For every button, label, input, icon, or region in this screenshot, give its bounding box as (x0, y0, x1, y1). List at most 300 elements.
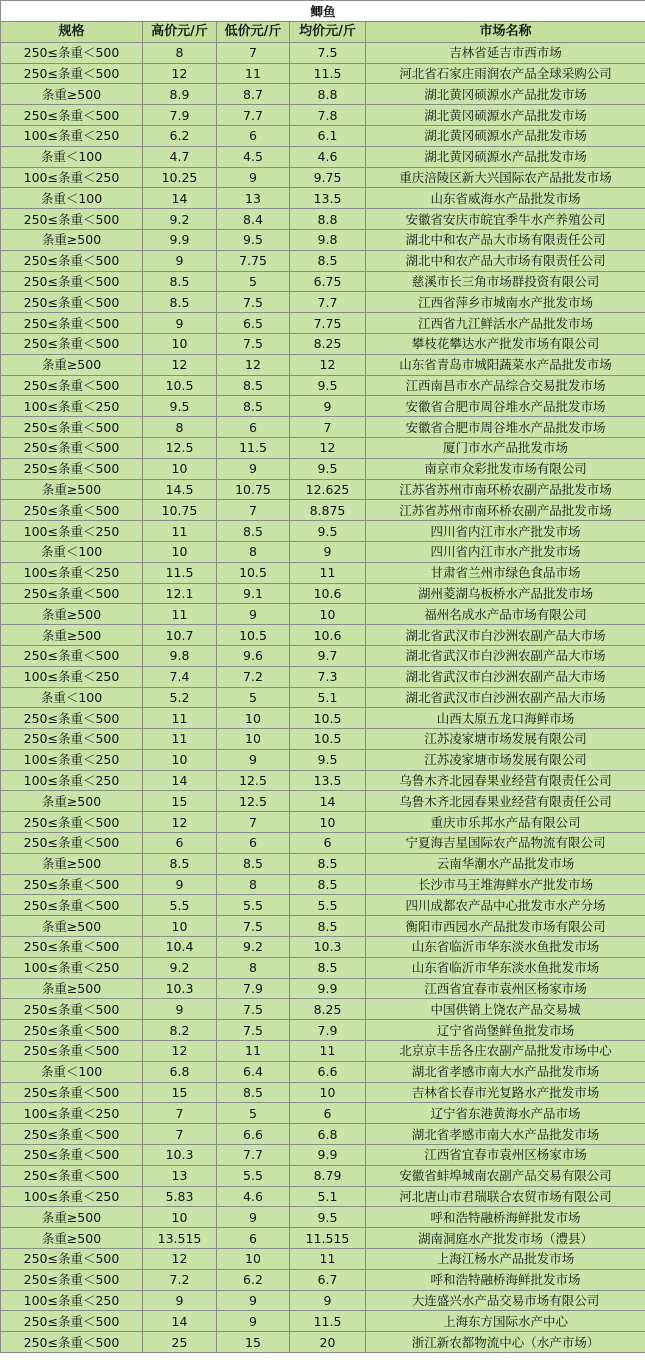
cell-avg-price: 5.1 (290, 687, 366, 708)
cell-market-name: 衡阳市西园水产品批发市场有限公司 (366, 916, 645, 937)
cell-market-name: 辽宁省东港黄海水产品市场 (366, 1103, 645, 1124)
header-high-price: 高价元/斤 (143, 22, 217, 43)
cell-market-name: 厦门市水产品批发市场 (366, 437, 645, 458)
table-body (1, 42, 645, 1352)
cell-low-price: 6 (217, 125, 290, 146)
cell-market-name: 湖北黄冈硕源水产品批发市场 (366, 125, 645, 146)
cell-low-price: 8.5 (217, 375, 290, 396)
cell-avg-price: 9 (290, 541, 366, 562)
cell-avg-price: 11.5 (290, 63, 366, 84)
cell-high-price: 8.2 (143, 1020, 217, 1041)
cell-spec: 条重≥500 (1, 354, 143, 375)
cell-high-price: 5.5 (143, 895, 217, 916)
cell-avg-price: 14 (290, 791, 366, 812)
table-row (1, 583, 645, 604)
table-row (1, 313, 645, 334)
table-row (1, 708, 645, 729)
cell-market-name: 慈溪市长三角市场群投资有限公司 (366, 271, 645, 292)
cell-high-price: 5.83 (143, 1186, 217, 1207)
cell-high-price: 8.5 (143, 853, 217, 874)
cell-market-name: 江苏省苏州市南环桥农副产品批发市场 (366, 500, 645, 521)
table-row (1, 541, 645, 562)
cell-low-price: 4.5 (217, 146, 290, 167)
cell-low-price: 6.4 (217, 1061, 290, 1082)
cell-spec: 250≤条重＜500 (1, 583, 143, 604)
cell-spec: 250≤条重＜500 (1, 333, 143, 354)
cell-spec: 250≤条重＜500 (1, 1082, 143, 1103)
cell-market-name: 重庆市乐邦水产品有限公司 (366, 812, 645, 833)
cell-avg-price: 9.5 (290, 521, 366, 542)
cell-market-name: 南京市众彩批发市场有限公司 (366, 458, 645, 479)
cell-avg-price: 20 (290, 1332, 366, 1353)
cell-market-name: 吉林省延吉市西市场 (366, 42, 645, 63)
cell-market-name: 湖州菱湖乌板桥水产品批发市场 (366, 583, 645, 604)
cell-high-price: 14 (143, 1311, 217, 1332)
cell-high-price: 9.5 (143, 396, 217, 417)
cell-market-name: 上海东方国际水产中心 (366, 1311, 645, 1332)
cell-low-price: 8.4 (217, 209, 290, 230)
cell-spec: 条重≥500 (1, 1228, 143, 1249)
table-row (1, 1290, 645, 1311)
cell-high-price: 11.5 (143, 562, 217, 583)
table-row (1, 687, 645, 708)
table-row (1, 521, 645, 542)
cell-spec: 条重＜100 (1, 146, 143, 167)
cell-high-price: 8.5 (143, 292, 217, 313)
cell-avg-price: 10.5 (290, 708, 366, 729)
cell-high-price: 13.515 (143, 1228, 217, 1249)
cell-low-price: 7.9 (217, 978, 290, 999)
cell-spec: 250≤条重＜500 (1, 437, 143, 458)
cell-high-price: 10 (143, 1207, 217, 1228)
cell-avg-price: 9.5 (290, 458, 366, 479)
cell-spec: 250≤条重＜500 (1, 271, 143, 292)
cell-market-name: 中国供销上饶农产品交易城 (366, 999, 645, 1020)
cell-high-price: 14.5 (143, 479, 217, 500)
cell-spec: 条重≥500 (1, 229, 143, 250)
cell-avg-price: 9.7 (290, 645, 366, 666)
cell-high-price: 10.3 (143, 1145, 217, 1166)
table-row (1, 229, 645, 250)
title-row (1, 1, 645, 22)
table-row (1, 1082, 645, 1103)
table-row (1, 812, 645, 833)
table-row (1, 42, 645, 63)
cell-market-name: 湖南洞庭水产批发市场（澧县） (366, 1228, 645, 1249)
cell-high-price: 8 (143, 42, 217, 63)
cell-avg-price: 11 (290, 1249, 366, 1270)
cell-spec: 100≤条重＜250 (1, 770, 143, 791)
table-row (1, 1103, 645, 1124)
table-row (1, 292, 645, 313)
cell-spec: 250≤条重＜500 (1, 313, 143, 334)
cell-market-name: 重庆涪陵区新大兴国际农产品批发市场 (366, 167, 645, 188)
cell-low-price: 8.7 (217, 84, 290, 105)
table-row (1, 749, 645, 770)
cell-low-price: 5 (217, 1103, 290, 1124)
cell-high-price: 6 (143, 833, 217, 854)
cell-high-price: 9 (143, 250, 217, 271)
cell-avg-price: 11.515 (290, 1228, 366, 1249)
cell-avg-price: 10 (290, 604, 366, 625)
cell-market-name: 呼和浩特融桥海鲜批发市场 (366, 1269, 645, 1290)
cell-market-name: 湖北省孝感市南大水产品批发市场 (366, 1124, 645, 1145)
cell-spec: 250≤条重＜500 (1, 375, 143, 396)
cell-market-name: 江西省九江鲜活水产品批发市场 (366, 313, 645, 334)
table-row (1, 63, 645, 84)
cell-avg-price: 8.25 (290, 999, 366, 1020)
table-row (1, 84, 645, 105)
cell-avg-price: 8.5 (290, 874, 366, 895)
cell-low-price: 8 (217, 874, 290, 895)
cell-spec: 250≤条重＜500 (1, 42, 143, 63)
table-row (1, 1207, 645, 1228)
cell-low-price: 6.5 (217, 313, 290, 334)
cell-avg-price: 6.6 (290, 1061, 366, 1082)
cell-market-name: 宁夏海吉星国际农产品物流有限公司 (366, 833, 645, 854)
cell-spec: 250≤条重＜500 (1, 1332, 143, 1353)
cell-low-price: 9 (217, 167, 290, 188)
cell-high-price: 12 (143, 1249, 217, 1270)
cell-low-price: 7.7 (217, 1145, 290, 1166)
cell-market-name: 吉林省长春市光复路水产批发市场 (366, 1082, 645, 1103)
cell-high-price: 6.2 (143, 125, 217, 146)
cell-spec: 250≤条重＜500 (1, 708, 143, 729)
cell-high-price: 10 (143, 916, 217, 937)
cell-avg-price: 7.7 (290, 292, 366, 313)
cell-avg-price: 8.25 (290, 333, 366, 354)
cell-high-price: 7 (143, 1103, 217, 1124)
table-row (1, 167, 645, 188)
cell-market-name: 四川省内江市水产批发市场 (366, 541, 645, 562)
cell-spec: 100≤条重＜250 (1, 1290, 143, 1311)
cell-low-price: 10 (217, 1249, 290, 1270)
header-avg-price: 均价元/斤 (290, 22, 366, 43)
table-row (1, 105, 645, 126)
cell-avg-price: 8.79 (290, 1165, 366, 1186)
table-row (1, 1269, 645, 1290)
cell-low-price: 8 (217, 957, 290, 978)
cell-low-price: 7 (217, 812, 290, 833)
cell-market-name: 湖北省武汉市白沙洲农副产品大市场 (366, 645, 645, 666)
table-row (1, 146, 645, 167)
cell-high-price: 12.1 (143, 583, 217, 604)
cell-market-name: 湖北黄冈硕源水产品批发市场 (366, 146, 645, 167)
cell-high-price: 12 (143, 354, 217, 375)
cell-market-name: 四川省内江市水产批发市场 (366, 521, 645, 542)
cell-market-name: 江苏省苏州市南环桥农副产品批发市场 (366, 479, 645, 500)
cell-market-name: 安徽省合肥市周谷堆水产品批发市场 (366, 417, 645, 438)
cell-avg-price: 4.6 (290, 146, 366, 167)
cell-market-name: 呼和浩特融桥海鲜批发市场 (366, 1207, 645, 1228)
cell-high-price: 8 (143, 417, 217, 438)
cell-low-price: 9 (217, 1311, 290, 1332)
cell-market-name: 山东省临沂市华东淡水鱼批发市场 (366, 957, 645, 978)
cell-market-name: 攀枝花攀达水产批发市场有限公司 (366, 333, 645, 354)
cell-market-name: 江苏凌家塘市场发展有限公司 (366, 749, 645, 770)
cell-spec: 100≤条重＜250 (1, 1186, 143, 1207)
cell-avg-price: 13.5 (290, 188, 366, 209)
cell-spec: 250≤条重＜500 (1, 729, 143, 750)
table-row (1, 333, 645, 354)
table-row (1, 1061, 645, 1082)
cell-market-name: 湖北省武汉市白沙洲农副产品大市场 (366, 666, 645, 687)
cell-spec: 250≤条重＜500 (1, 1269, 143, 1290)
cell-market-name: 湖北黄冈硕源水产品批发市场 (366, 84, 645, 105)
cell-high-price: 9.8 (143, 645, 217, 666)
cell-low-price: 6 (217, 417, 290, 438)
cell-high-price: 7.9 (143, 105, 217, 126)
cell-avg-price: 12 (290, 354, 366, 375)
cell-avg-price: 10.3 (290, 937, 366, 958)
cell-spec: 100≤条重＜250 (1, 666, 143, 687)
cell-high-price: 8.9 (143, 84, 217, 105)
table-row (1, 853, 645, 874)
cell-high-price: 9 (143, 999, 217, 1020)
table-row (1, 916, 645, 937)
table-row (1, 209, 645, 230)
cell-low-price: 7.2 (217, 666, 290, 687)
table-row (1, 1228, 645, 1249)
cell-spec: 250≤条重＜500 (1, 1145, 143, 1166)
cell-high-price: 9 (143, 874, 217, 895)
cell-high-price: 5.2 (143, 687, 217, 708)
cell-low-price: 9.1 (217, 583, 290, 604)
cell-avg-price: 13.5 (290, 770, 366, 791)
cell-high-price: 12 (143, 812, 217, 833)
cell-high-price: 9 (143, 1290, 217, 1311)
table-row (1, 562, 645, 583)
cell-high-price: 10.5 (143, 375, 217, 396)
cell-low-price: 5 (217, 271, 290, 292)
table-row (1, 188, 645, 209)
cell-high-price: 11 (143, 708, 217, 729)
cell-spec: 250≤条重＜500 (1, 874, 143, 895)
cell-avg-price: 9 (290, 396, 366, 417)
cell-market-name: 大连盛兴水产品交易市场有限公司 (366, 1290, 645, 1311)
table-row (1, 1020, 645, 1041)
cell-low-price: 15 (217, 1332, 290, 1353)
table-row (1, 1165, 645, 1186)
header-row (1, 22, 645, 43)
cell-spec: 250≤条重＜500 (1, 895, 143, 916)
cell-high-price: 8.5 (143, 271, 217, 292)
table-row (1, 978, 645, 999)
cell-spec: 100≤条重＜250 (1, 957, 143, 978)
cell-market-name: 浙江新农都物流中心（水产市场） (366, 1332, 645, 1353)
cell-market-name: 辽宁省尚堡鲜鱼批发市场 (366, 1020, 645, 1041)
table-row (1, 999, 645, 1020)
cell-low-price: 10 (217, 729, 290, 750)
cell-spec: 100≤条重＜250 (1, 749, 143, 770)
cell-avg-price: 8.8 (290, 84, 366, 105)
cell-market-name: 甘肃省兰州市绿色食品市场 (366, 562, 645, 583)
cell-market-name: 安徽省合肥市周谷堆水产品批发市场 (366, 396, 645, 417)
cell-avg-price: 7 (290, 417, 366, 438)
cell-low-price: 10.5 (217, 562, 290, 583)
cell-spec: 250≤条重＜500 (1, 1165, 143, 1186)
cell-avg-price: 7.75 (290, 313, 366, 334)
cell-spec: 250≤条重＜500 (1, 63, 143, 84)
cell-spec: 250≤条重＜500 (1, 1124, 143, 1145)
table-row (1, 250, 645, 271)
cell-market-name: 山东省临沂市华东淡水鱼批发市场 (366, 937, 645, 958)
cell-low-price: 11 (217, 63, 290, 84)
cell-high-price: 15 (143, 791, 217, 812)
cell-avg-price: 5.1 (290, 1186, 366, 1207)
cell-market-name: 山西太原五龙口海鲜市场 (366, 708, 645, 729)
cell-avg-price: 6.1 (290, 125, 366, 146)
table-row (1, 1145, 645, 1166)
cell-high-price: 10 (143, 333, 217, 354)
cell-spec: 条重＜100 (1, 188, 143, 209)
cell-market-name: 山东省青岛市城阳蔬菜水产品批发市场 (366, 354, 645, 375)
cell-spec: 100≤条重＜250 (1, 396, 143, 417)
cell-spec: 250≤条重＜500 (1, 645, 143, 666)
cell-market-name: 湖北省武汉市白沙洲农副产品大市场 (366, 625, 645, 646)
cell-spec: 250≤条重＜500 (1, 1020, 143, 1041)
cell-low-price: 10 (217, 708, 290, 729)
cell-avg-price: 11 (290, 562, 366, 583)
cell-market-name: 云南华潮水产品批发市场 (366, 853, 645, 874)
cell-avg-price: 6.8 (290, 1124, 366, 1145)
cell-market-name: 江西省萍乡市城南水产批发市场 (366, 292, 645, 313)
cell-low-price: 8.5 (217, 853, 290, 874)
cell-high-price: 10.3 (143, 978, 217, 999)
cell-low-price: 7.5 (217, 292, 290, 313)
table-row (1, 645, 645, 666)
cell-spec: 250≤条重＜500 (1, 250, 143, 271)
cell-low-price: 7.5 (217, 999, 290, 1020)
cell-avg-price: 9.5 (290, 1207, 366, 1228)
table-row (1, 417, 645, 438)
cell-low-price: 7.7 (217, 105, 290, 126)
cell-market-name: 江西省宜春市袁州区杨家市场 (366, 1145, 645, 1166)
cell-avg-price: 12 (290, 437, 366, 458)
cell-high-price: 10.75 (143, 500, 217, 521)
cell-avg-price: 9.5 (290, 375, 366, 396)
cell-low-price: 13 (217, 188, 290, 209)
cell-low-price: 6 (217, 1228, 290, 1249)
table-row (1, 729, 645, 750)
cell-spec: 250≤条重＜500 (1, 937, 143, 958)
cell-low-price: 12.5 (217, 791, 290, 812)
table-row (1, 1124, 645, 1145)
cell-low-price: 8.5 (217, 396, 290, 417)
cell-low-price: 9 (217, 1207, 290, 1228)
cell-avg-price: 10 (290, 812, 366, 833)
cell-avg-price: 11 (290, 1041, 366, 1062)
header-spec: 规格 (1, 22, 143, 43)
cell-avg-price: 9.9 (290, 1145, 366, 1166)
cell-low-price: 8.5 (217, 1082, 290, 1103)
cell-high-price: 6.8 (143, 1061, 217, 1082)
header-market-name: 市场名称 (366, 22, 645, 43)
table-row (1, 437, 645, 458)
cell-low-price: 9.2 (217, 937, 290, 958)
cell-high-price: 10 (143, 458, 217, 479)
table-row (1, 833, 645, 854)
cell-spec: 条重≥500 (1, 791, 143, 812)
cell-spec: 250≤条重＜500 (1, 458, 143, 479)
cell-low-price: 5.5 (217, 895, 290, 916)
cell-market-name: 安徽省蚌埠城南农副产品交易有限公司 (366, 1165, 645, 1186)
cell-market-name: 河北唐山市君瑞联合农贸市场有限公司 (366, 1186, 645, 1207)
cell-low-price: 7 (217, 500, 290, 521)
cell-avg-price: 10.6 (290, 625, 366, 646)
cell-high-price: 11 (143, 729, 217, 750)
cell-avg-price: 10.5 (290, 729, 366, 750)
table-row (1, 479, 645, 500)
cell-avg-price: 10.6 (290, 583, 366, 604)
table-row (1, 937, 645, 958)
cell-low-price: 5 (217, 687, 290, 708)
cell-high-price: 15 (143, 1082, 217, 1103)
cell-avg-price: 7.8 (290, 105, 366, 126)
cell-spec: 250≤条重＜500 (1, 833, 143, 854)
cell-market-name: 乌鲁木齐北园春果业经营有限责任公司 (366, 791, 645, 812)
cell-high-price: 7.4 (143, 666, 217, 687)
cell-low-price: 9 (217, 749, 290, 770)
cell-low-price: 7.5 (217, 916, 290, 937)
cell-low-price: 8.5 (217, 521, 290, 542)
cell-high-price: 25 (143, 1332, 217, 1353)
table-row (1, 271, 645, 292)
cell-high-price: 11 (143, 521, 217, 542)
cell-low-price: 9.5 (217, 229, 290, 250)
cell-spec: 250≤条重＜500 (1, 1041, 143, 1062)
cell-spec: 100≤条重＜250 (1, 1103, 143, 1124)
cell-high-price: 7.2 (143, 1269, 217, 1290)
cell-low-price: 9 (217, 1290, 290, 1311)
table-row (1, 458, 645, 479)
cell-market-name: 四川成都农产品中心批发市水产分场 (366, 895, 645, 916)
cell-low-price: 11 (217, 1041, 290, 1062)
table-row (1, 1041, 645, 1062)
cell-high-price: 4.7 (143, 146, 217, 167)
cell-high-price: 12.5 (143, 437, 217, 458)
cell-avg-price: 6 (290, 1103, 366, 1124)
cell-low-price: 6.2 (217, 1269, 290, 1290)
cell-high-price: 10 (143, 749, 217, 770)
cell-high-price: 7 (143, 1124, 217, 1145)
cell-avg-price: 11.5 (290, 1311, 366, 1332)
cell-low-price: 12.5 (217, 770, 290, 791)
cell-low-price: 7.5 (217, 1020, 290, 1041)
cell-spec: 250≤条重＜500 (1, 500, 143, 521)
cell-spec: 条重≥500 (1, 604, 143, 625)
cell-high-price: 10.7 (143, 625, 217, 646)
cell-market-name: 湖北中和农产品大市场有限责任公司 (366, 250, 645, 271)
cell-spec: 250≤条重＜500 (1, 105, 143, 126)
table-row (1, 625, 645, 646)
table-row (1, 895, 645, 916)
cell-spec: 250≤条重＜500 (1, 812, 143, 833)
cell-low-price: 7 (217, 42, 290, 63)
cell-high-price: 14 (143, 770, 217, 791)
table-row (1, 666, 645, 687)
cell-market-name: 上海江杨水产品批发市场 (366, 1249, 645, 1270)
table-row (1, 874, 645, 895)
cell-high-price: 9.2 (143, 209, 217, 230)
cell-market-name: 长沙市马王堆海鲜水产批发市场 (366, 874, 645, 895)
cell-spec: 条重≥500 (1, 625, 143, 646)
table-row (1, 1249, 645, 1270)
cell-avg-price: 9.75 (290, 167, 366, 188)
header-low-price: 低价元/斤 (217, 22, 290, 43)
cell-avg-price: 8.5 (290, 957, 366, 978)
cell-spec: 条重≥500 (1, 479, 143, 500)
